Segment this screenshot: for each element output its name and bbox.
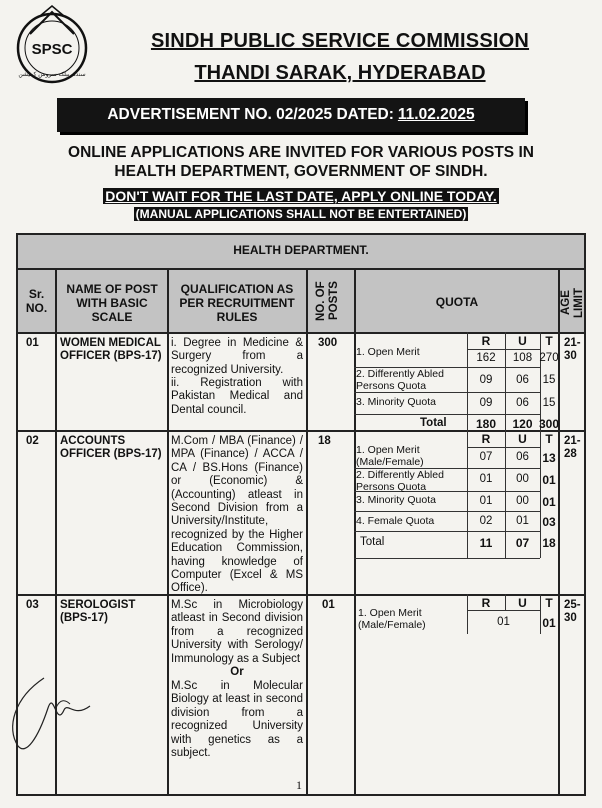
- manual-applications-notice: [0, 205, 602, 223]
- row-1-sr: 01: [26, 337, 39, 349]
- row-2-quota-3-t: 01: [542, 495, 556, 509]
- column-header-posts: NO. OF POSTS: [315, 281, 340, 321]
- row-3-qualification-1: M.Sc in Microbiology atleast in Second division from a recognized University with Serology/ Immunology as a Subject: [171, 599, 303, 665]
- row-1-quota-3-t: 15: [542, 397, 556, 409]
- advertisement-number: ADVERTISEMENT NO. 02/2025 DATED:: [107, 106, 394, 123]
- row-1-posts: 300: [318, 337, 338, 349]
- row-2-quota-3-u: 00: [516, 495, 529, 507]
- row-3-qualification-or: Or: [230, 666, 244, 678]
- row-2-age: 21-28: [564, 435, 581, 461]
- row-1-quota-head-u: U: [518, 334, 527, 348]
- row-2-quota-head-u: U: [518, 432, 527, 446]
- row-2-quota-2-label: 2. Differently Abled Persons Quota: [356, 469, 444, 493]
- row-1-quota-3-r: 09: [479, 397, 493, 409]
- column-header-quota: QUOTA: [435, 295, 479, 309]
- row-2-quota-2-u: 00: [516, 473, 529, 485]
- row-2-quota-2-r: 01: [479, 473, 493, 485]
- row-1-total-t: 300: [538, 417, 560, 431]
- invitation-heading: [20, 143, 582, 181]
- row-2-quota-1-label: 1. Open Merit (Male/Female): [356, 444, 424, 468]
- posts-table: [16, 233, 586, 796]
- row-3-quota-1-ru: 01: [497, 616, 510, 628]
- row-1-total-label: Total: [420, 417, 447, 429]
- row-3-posts: 01: [322, 599, 335, 611]
- row-2-quota-3-r: 01: [479, 495, 493, 507]
- row-3-sr: 03: [26, 599, 39, 611]
- column-header-age: AGE LIMIT: [560, 287, 585, 319]
- manual-notice-text: (MANUAL APPLICATIONS SHALL NOT BE ENTERTAINED): [135, 207, 467, 221]
- row-2-quota-head-r: R: [481, 432, 491, 446]
- column-header-name: NAME OF POST WITH BASIC SCALE: [66, 282, 158, 324]
- row-3-quota-1-label: 1. Open Merit (Male/Female): [358, 607, 426, 631]
- row-1-qualification-1: i. Degree in Medicine & Surgery from a recognized University.: [171, 337, 303, 376]
- row-1-quota-head-r: R: [481, 334, 491, 348]
- advertisement-date: 11.02.2025: [397, 106, 475, 123]
- row-2-total-u: 07: [515, 536, 530, 550]
- row-2-total-r: 11: [479, 536, 493, 550]
- dont-wait-text: DON'T WAIT FOR THE LAST DATE, APPLY ONLINE TODAY.: [105, 188, 497, 204]
- row-1-quota-2-r: 09: [479, 374, 493, 386]
- commission-title: SINDH PUBLIC SERVICE COMMISSION: [150, 30, 530, 52]
- invitation-line-1: ONLINE APPLICATIONS ARE INVITED FOR VARIOUS POSTS IN: [68, 144, 534, 161]
- row-2-quota-head-t: T: [545, 432, 553, 446]
- row-1-quota-2-label: 2. Differently Abled Persons Quota: [356, 368, 444, 392]
- row-3-quota-1-t: 01: [542, 616, 556, 630]
- row-3-age: 25-30: [564, 599, 581, 625]
- page-number: 1: [296, 778, 302, 792]
- row-2-post-name: ACCOUNTS OFFICER (BPS-17): [60, 435, 162, 461]
- row-3-quota-head-u: U: [518, 596, 527, 610]
- invitation-line-2: HEALTH DEPARTMENT, GOVERNMENT OF SINDH.: [114, 163, 488, 180]
- row-2-total-t: 18: [542, 536, 556, 550]
- dont-wait-notice: [0, 188, 602, 206]
- department-title: HEALTH DEPARTMENT.: [233, 243, 369, 257]
- advertisement-banner: [57, 98, 525, 132]
- row-2-quota-4-u: 01: [516, 515, 529, 527]
- row-3-qualification-2: M.Sc in Molecular Biology at least in second division from a recognized University with genetics as a subject.: [171, 680, 303, 760]
- row-1-quota-head-t: T: [545, 334, 553, 348]
- row-2-qualification: M.Com / MBA (Finance) / MPA (Finance) / ACCA / CA / BS.Hons (Finance) or (Economic) & (Accounting) atleast in Second Division from a University/Institute, recognized by the Higher Education Commission, having knowledge of Computer (Excel & MS Office).: [171, 435, 303, 595]
- column-header-qualification: QUALIFICATION AS PER RECRUITMENT RULES: [179, 282, 295, 324]
- row-1-total-u: 120: [512, 417, 533, 431]
- row-1-total-r: 180: [475, 417, 497, 431]
- row-1-quota-1-label: 1. Open Merit: [356, 346, 420, 358]
- row-3-quota-head-t: T: [545, 596, 553, 610]
- row-1-qualification-2: ii. Registration with Pakistan Medical and Dental council.: [171, 377, 303, 416]
- row-2-total-label: Total: [360, 536, 385, 548]
- row-1-quota-1-u: 108: [512, 352, 533, 364]
- row-1-age: 21-30: [564, 337, 581, 363]
- row-3-post-name: SEROLOGIST (BPS-17): [60, 599, 136, 625]
- row-2-quota-4-label: 4. Female Quota: [356, 515, 435, 527]
- row-1-quota-3-u: 06: [516, 397, 529, 409]
- row-3-quota-head-r: R: [481, 596, 491, 610]
- row-2-quota-1-r: 07: [479, 451, 493, 463]
- row-2-quota-4-t: 03: [542, 515, 556, 529]
- column-header-sr: Sr. NO.: [25, 287, 48, 315]
- row-1-post-name: WOMEN MEDICAL OFFICER (BPS-17): [60, 337, 162, 363]
- row-1-quota-3-label: 3. Minority Quota: [356, 396, 436, 408]
- row-2-quota-1-u: 06: [516, 451, 529, 463]
- row-2-sr: 02: [26, 435, 39, 447]
- seal-urdu-text: سندھ پبلک سروس کمیشن: [18, 71, 86, 78]
- row-2-quota-4-r: 02: [479, 515, 493, 527]
- signature-mark: [4, 668, 94, 758]
- row-2-posts: 18: [318, 435, 331, 447]
- seal-text: SPSC: [31, 41, 73, 58]
- row-1-quota-1-r: 162: [476, 352, 496, 364]
- row-1-quota-2-u: 06: [516, 374, 529, 386]
- row-2-quota-1-t: 13: [542, 451, 556, 465]
- row-1-quota-1-t: 270: [539, 352, 559, 364]
- row-2-quota-3-label: 3. Minority Quota: [356, 494, 436, 506]
- spsc-seal-logo: [10, 4, 94, 88]
- row-2-quota-2-t: 01: [542, 473, 556, 487]
- commission-address: THANDI SARAK, HYDERABAD: [194, 62, 486, 84]
- row-1-quota-2-t: 15: [542, 374, 556, 386]
